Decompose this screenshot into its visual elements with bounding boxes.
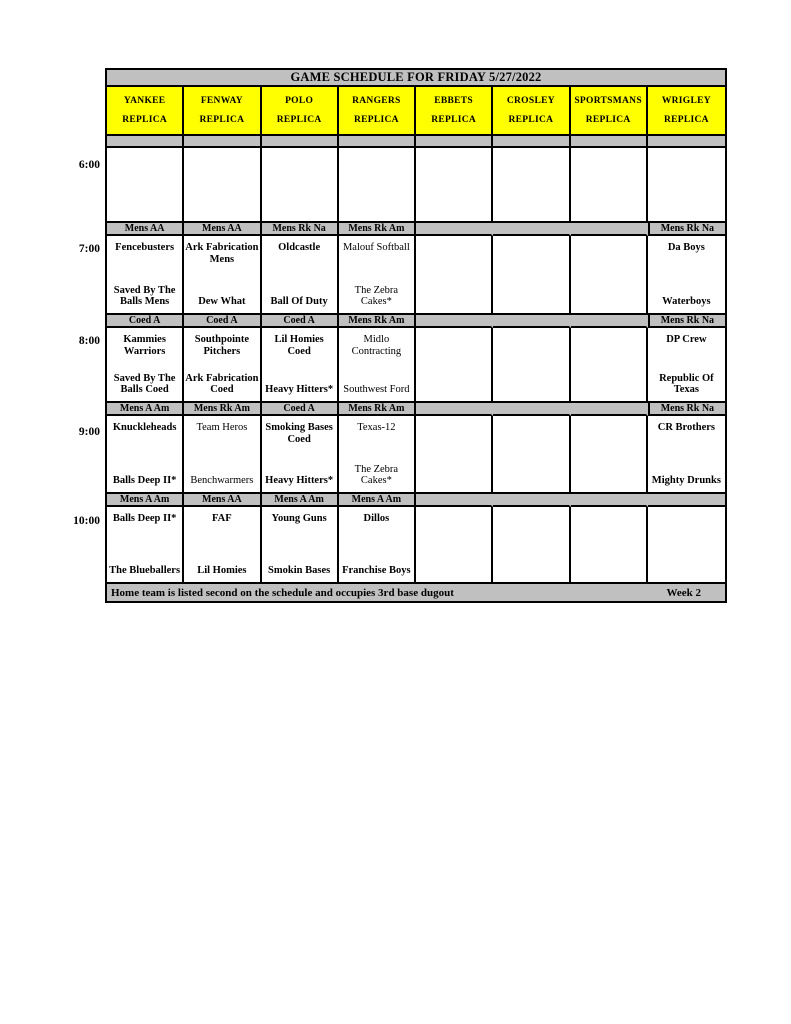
- away-team: [494, 154, 567, 166]
- game-cell: [184, 236, 261, 315]
- league-divider-cell: [107, 223, 184, 236]
- field-sub: REPLICA: [431, 115, 477, 125]
- away-team: Knuckleheads: [112, 422, 177, 433]
- home-team: Dew What: [198, 296, 246, 307]
- game-cell: [648, 148, 725, 223]
- league-label: Mens A Am: [274, 494, 324, 505]
- home-team: [340, 204, 413, 216]
- league-label: Mens A Am: [119, 403, 170, 414]
- league-divider-cell: [493, 494, 570, 507]
- game-cell: [107, 236, 184, 315]
- home-team: [417, 296, 490, 308]
- home-team: [572, 296, 645, 308]
- field-name: CROSLEY: [506, 96, 555, 106]
- game-cell: [571, 236, 648, 315]
- home-team: [185, 204, 258, 216]
- game-cell: [262, 416, 339, 494]
- away-team: [572, 334, 645, 346]
- game-cell: [339, 148, 416, 223]
- away-team: [417, 334, 490, 346]
- field-name: POLO: [285, 96, 314, 106]
- league-label: Mens Rk Am: [348, 223, 405, 234]
- home-team: Ark Fabrication Coed: [185, 372, 259, 396]
- league-label: Mens Rk Na: [660, 315, 715, 326]
- game-cell: [493, 507, 570, 584]
- league-label: Mens AA: [202, 494, 242, 505]
- home-team: [649, 565, 724, 577]
- home-team: [417, 204, 490, 216]
- game-cell: [493, 148, 570, 223]
- home-team: [494, 296, 567, 308]
- game-cell: [339, 416, 416, 494]
- field-sub: REPLICA: [585, 115, 631, 125]
- away-team: [417, 154, 490, 166]
- away-team: [340, 154, 413, 166]
- league-label: Coed A: [128, 315, 161, 326]
- away-team: Malouf Softball: [342, 242, 410, 253]
- game-cell: [493, 416, 570, 494]
- game-cell: [107, 416, 184, 494]
- league-divider-cell: [262, 315, 339, 328]
- away-team: [185, 154, 258, 166]
- game-cell: [648, 416, 725, 494]
- home-team: Mighty Drunks: [651, 475, 721, 486]
- league-divider-cell: [571, 315, 648, 328]
- away-team: Da Boys: [667, 242, 705, 253]
- game-cell: [339, 507, 416, 584]
- league-divider-cell: [571, 403, 648, 416]
- game-cell: [571, 328, 648, 403]
- league-divider-cell: [648, 403, 725, 416]
- field-name: WRIGLEY: [661, 96, 711, 106]
- home-team: [417, 384, 490, 396]
- field-header-yankee: [107, 87, 184, 136]
- divider-cell: [493, 136, 570, 148]
- away-team: [494, 242, 567, 254]
- league-divider-cell: [493, 403, 570, 416]
- away-team: [494, 513, 567, 525]
- league-divider-cell: [184, 315, 261, 328]
- away-team: Young Guns: [271, 513, 327, 524]
- league-divider-cell: [339, 403, 416, 416]
- time-label: 7:00: [78, 243, 100, 255]
- home-team: [494, 475, 567, 487]
- league-divider-cell: [262, 223, 339, 236]
- league-divider-cell: [262, 403, 339, 416]
- league-divider-cell: [493, 223, 570, 236]
- away-team: Lil Homies Coed: [274, 334, 324, 357]
- home-team: Balls Deep II*: [112, 475, 177, 486]
- league-label: Coed A: [283, 403, 315, 414]
- league-divider-cell: [107, 494, 184, 507]
- league-divider-cell: [493, 315, 570, 328]
- game-cell: [184, 148, 261, 223]
- home-team: Heavy Hitters*: [265, 475, 334, 486]
- away-team: Oldcastle: [278, 242, 321, 253]
- away-team: Balls Deep II*: [112, 513, 177, 524]
- field-header-sportsmans: [571, 87, 648, 136]
- game-cell: [184, 507, 261, 584]
- game-cell: [262, 148, 339, 223]
- away-team: [263, 154, 336, 166]
- home-team: [572, 565, 645, 577]
- field-header-ebbets: [416, 87, 493, 136]
- league-divider-cell: [648, 223, 725, 236]
- home-team: Republic Of Texas: [659, 372, 714, 396]
- home-team: [108, 204, 181, 216]
- schedule-grid: [107, 87, 725, 584]
- field-sub: REPLICA: [353, 115, 399, 125]
- home-team: The Zebra Cakes*: [354, 463, 399, 487]
- away-team: [417, 422, 490, 434]
- away-team: Ark Fabrication Mens: [185, 242, 259, 265]
- away-team: Kammies Warriors: [123, 334, 166, 357]
- game-cell: [262, 236, 339, 315]
- away-team: [572, 513, 645, 525]
- away-team: CR Brothers: [657, 422, 715, 433]
- home-team: Saved By The Balls Coed: [113, 372, 176, 396]
- home-team: Saved By The Balls Mens: [113, 284, 176, 308]
- divider-cell: [184, 136, 261, 148]
- schedule-title: GAME SCHEDULE FOR FRIDAY 5/27/2022: [107, 70, 725, 87]
- away-team: [494, 334, 567, 346]
- league-label: Mens A Am: [351, 494, 402, 505]
- away-team: Fencebusters: [115, 242, 175, 253]
- home-team: Franchise Boys: [342, 565, 411, 576]
- league-divider-cell: [107, 403, 184, 416]
- league-divider-cell: [416, 315, 493, 328]
- field-name: SPORTSMANS: [574, 96, 642, 106]
- league-label: Mens Rk Am: [348, 315, 405, 326]
- field-sub: REPLICA: [276, 115, 322, 125]
- away-team: [417, 513, 490, 525]
- field-name: YANKEE: [123, 96, 166, 106]
- field-sub: REPLICA: [663, 115, 709, 125]
- divider-cell: [416, 136, 493, 148]
- divider-cell: [339, 136, 416, 148]
- game-cell: [416, 148, 493, 223]
- game-cell: [571, 148, 648, 223]
- home-team: Lil Homies: [197, 565, 247, 576]
- league-divider-cell: [571, 494, 648, 507]
- field-name: RANGERS: [352, 96, 401, 106]
- away-team: FAF: [212, 513, 232, 524]
- field-sub: REPLICA: [508, 115, 554, 125]
- away-team: [417, 242, 490, 254]
- game-cell: [184, 328, 261, 403]
- away-team: [649, 513, 724, 525]
- away-team: Texas-12: [357, 422, 396, 433]
- time-label: 8:00: [78, 335, 100, 347]
- game-cell: [416, 507, 493, 584]
- game-cell: [262, 328, 339, 403]
- league-divider-cell: [184, 403, 261, 416]
- away-team: [572, 154, 645, 166]
- league-divider-cell: [339, 494, 416, 507]
- home-team: The Zebra Cakes*: [354, 284, 399, 308]
- away-team: Midlo Contracting: [351, 334, 402, 357]
- home-team: [494, 384, 567, 396]
- league-divider-cell: [339, 315, 416, 328]
- game-cell: [107, 507, 184, 584]
- league-divider-cell: [184, 494, 261, 507]
- away-team: DP Crew: [666, 334, 707, 345]
- game-cell: [493, 328, 570, 403]
- game-cell: [107, 148, 184, 223]
- home-team-note: Home team is listed second on the schedule and occupies 3rd base dugout: [111, 586, 454, 599]
- game-cell: [648, 507, 725, 584]
- league-divider-cell: [416, 403, 493, 416]
- home-team: [494, 204, 567, 216]
- field-header-fenway: [184, 87, 261, 136]
- away-team: [494, 422, 567, 434]
- home-team: [572, 475, 645, 487]
- league-divider-cell: [648, 494, 725, 507]
- field-name: FENWAY: [200, 96, 243, 106]
- away-team: [572, 242, 645, 254]
- away-team: Team Heros: [196, 422, 248, 433]
- game-cell: [648, 236, 725, 315]
- league-divider-cell: [262, 494, 339, 507]
- game-cell: [416, 236, 493, 315]
- game-cell: [493, 236, 570, 315]
- game-cell: [339, 236, 416, 315]
- home-team: [572, 204, 645, 216]
- home-team: [417, 565, 490, 577]
- game-cell: [648, 328, 725, 403]
- divider-cell: [107, 136, 184, 148]
- league-divider-cell: [184, 223, 261, 236]
- league-divider-cell: [416, 223, 493, 236]
- home-team: Smokin Bases: [268, 565, 331, 576]
- game-cell: [571, 416, 648, 494]
- league-label: Mens Rk Na: [660, 223, 715, 234]
- field-sub: REPLICA: [122, 115, 168, 125]
- field-header-crosley: [493, 87, 570, 136]
- game-cell: [416, 328, 493, 403]
- home-team: Heavy Hitters*: [265, 384, 334, 395]
- away-team: Dillos: [363, 513, 390, 524]
- league-label: Mens Rk Am: [348, 403, 405, 414]
- league-label: Coed A: [283, 315, 315, 326]
- league-label: Mens Rk Na: [272, 223, 326, 234]
- game-cell: [339, 328, 416, 403]
- league-divider-cell: [416, 494, 493, 507]
- league-divider-cell: [648, 315, 725, 328]
- divider-cell: [648, 136, 725, 148]
- league-label: Mens Rk Na: [660, 403, 715, 414]
- field-header-rangers: [339, 87, 416, 136]
- home-team: Benchwarmers: [190, 475, 254, 486]
- time-label: 6:00: [78, 159, 100, 171]
- home-team: [649, 204, 724, 216]
- home-team: Waterboys: [662, 296, 711, 307]
- league-divider-cell: [571, 223, 648, 236]
- home-team: [417, 475, 490, 487]
- away-team: Southpointe Pitchers: [194, 334, 250, 357]
- league-divider-cell: [339, 223, 416, 236]
- game-cell: [184, 416, 261, 494]
- league-label: Mens Rk Am: [193, 403, 250, 414]
- footer-bar: [107, 584, 725, 601]
- away-team: Smoking Bases Coed: [265, 422, 333, 445]
- time-label: 9:00: [78, 426, 100, 438]
- league-divider-cell: [107, 315, 184, 328]
- week-label: Week 2: [666, 586, 701, 599]
- away-team: [649, 154, 724, 166]
- home-team: [572, 384, 645, 396]
- home-team: The Blueballers: [109, 565, 181, 576]
- away-team: [572, 422, 645, 434]
- schedule-table: [105, 68, 727, 603]
- league-label: Mens AA: [202, 223, 242, 234]
- league-label: Coed A: [206, 315, 238, 326]
- game-cell: [416, 416, 493, 494]
- game-cell: [107, 328, 184, 403]
- league-label: Mens AA: [124, 223, 165, 234]
- home-team: [494, 565, 567, 577]
- field-header-polo: [262, 87, 339, 136]
- divider-cell: [262, 136, 339, 148]
- field-header-wrigley: [648, 87, 725, 136]
- home-team: Southwest Ford: [343, 384, 410, 395]
- time-label: 10:00: [73, 515, 100, 527]
- field-sub: REPLICA: [199, 115, 245, 125]
- game-cell: [571, 507, 648, 584]
- divider-cell: [571, 136, 648, 148]
- field-name: EBBETS: [434, 96, 473, 106]
- league-label: Mens A Am: [119, 494, 170, 505]
- home-team: Ball Of Duty: [270, 296, 328, 307]
- home-team: [263, 204, 336, 216]
- game-cell: [262, 507, 339, 584]
- away-team: [108, 154, 181, 166]
